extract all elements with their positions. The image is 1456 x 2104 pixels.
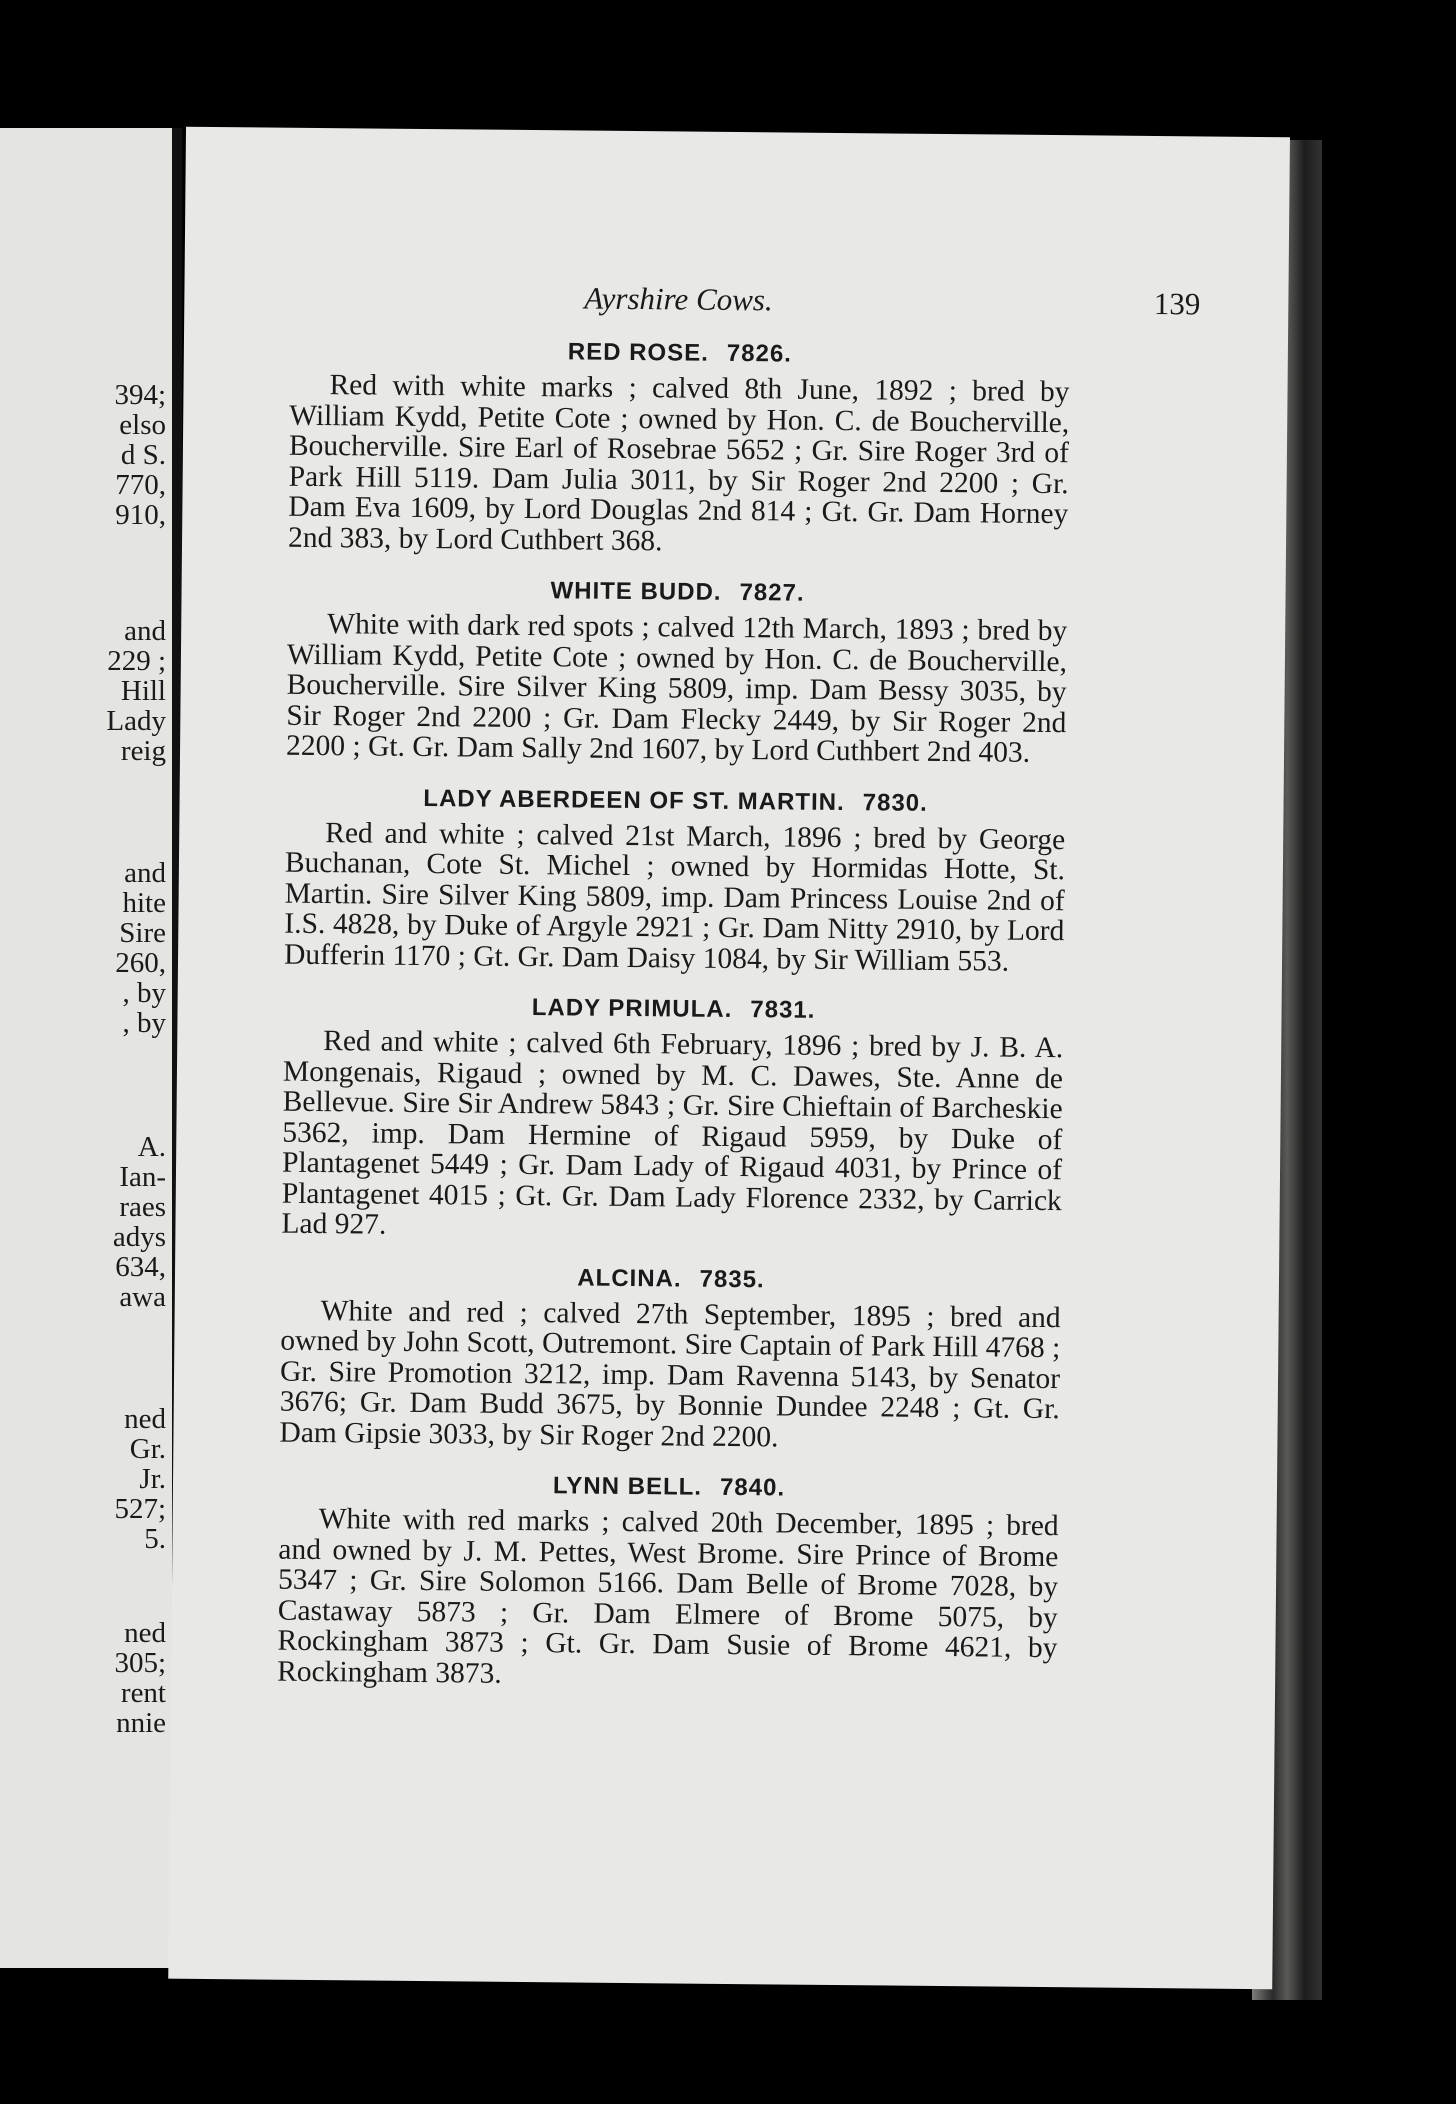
pedigree-entry xyxy=(288,336,1070,560)
facing-page-fragment xyxy=(0,128,172,1968)
running-title: Ayrshire Cows. xyxy=(584,280,773,318)
entry-number: 7835. xyxy=(699,1265,765,1293)
pedigree-entry xyxy=(284,783,1066,977)
fragment-line: raes xyxy=(119,1191,166,1223)
fragment-line: Hill xyxy=(120,675,166,707)
page-number: 139 xyxy=(1153,286,1201,322)
pedigree-entry xyxy=(277,1470,1059,1694)
book-page xyxy=(168,127,1290,1990)
entry-heading xyxy=(281,1261,1061,1296)
entry-heading xyxy=(279,1470,1059,1505)
entry-name: LADY PRIMULA. xyxy=(531,994,733,1023)
entry-number: 7830. xyxy=(862,788,928,817)
fragment-line: elso xyxy=(119,409,166,441)
entry-text: Red with white marks ; calved 8th June, 1892 ; bred by William Kydd, Petite Cote ; owned by Hon. C. de Boucherville, Boucherville. Sire Earl of Rosebrae 5652 ; Gr. Sire Roger 3rd of Park Hill 5119. Dam Julia 3011, by Sir Roger 2nd 2200 ; Gr. Dam Eva 1609, by Lord Douglas 2nd 814 ; Gt. Gr. Dam Horney 2nd 383, by Lord Cuthbert 368. xyxy=(287,369,1070,557)
fragment-line: 527; xyxy=(114,1493,166,1525)
fragment-line: 394; xyxy=(114,379,166,411)
fragment-line: , by xyxy=(122,977,166,1009)
fragment-line: ned xyxy=(124,1403,166,1435)
fragment-line: nnie xyxy=(116,1707,166,1739)
entry-number: 7826. xyxy=(726,339,793,368)
fragment-line: 634, xyxy=(115,1251,166,1283)
fragment-line: 305; xyxy=(114,1647,166,1679)
fragment-line: A. xyxy=(137,1131,166,1163)
entry-name: LYNN BELL. xyxy=(552,1472,703,1501)
fragment-line: Jr. xyxy=(139,1463,166,1495)
fragment-line: Sire xyxy=(119,917,166,949)
entry-number: 7827. xyxy=(739,579,805,607)
fragment-line: Gr. xyxy=(129,1433,166,1465)
fragment-line: 770, xyxy=(115,469,166,501)
fragment-line: hite xyxy=(122,887,166,919)
fragment-line: 229 ; xyxy=(107,645,166,677)
running-head xyxy=(284,278,1201,323)
entry-number: 7831. xyxy=(750,996,816,1024)
entry-text: White with red marks ; calved 20th December, 1895 ; bred and owned by J. M. Pettes, West Brome. Sire Prince of Brome 5347 ; Gr. Sire Solomon 5166. Dam Belle of Brome 7028, by Castaway 5873 ; Gr. Dam Elmere of Brome 5075, by Rockingham 3873 ; Gt. Gr. Dam Susie of Brome 4621, by Rockingham 3873. xyxy=(277,1503,1059,1690)
fragment-line: 5. xyxy=(144,1523,166,1555)
fragment-line: 910, xyxy=(115,499,166,531)
fragment-line: and xyxy=(124,615,166,647)
entry-number: 7840. xyxy=(719,1473,786,1502)
entry-name: RED ROSE. xyxy=(567,338,709,367)
entry-heading xyxy=(283,992,1063,1027)
entry-text: Red and white ; calved 6th February, 1896 ; bred by J. B. A. Mongenais, Rigaud ; owned by M. C. Dawes, Ste. Anne de Bellevue. Sire Sir Andrew 5843 ; Gr. Sire Chieftain of Barcheskie 5362, imp. Dam Hermine of Rigaud 5959, by Duke of Plantagenet 5449 ; Gr. Dam Lady of Rigaud 4031, by Prince of Plantagenet 4015 ; Gt. Gr. Dam Lady Florence 2332, by Carrick Lad 927. xyxy=(281,1025,1064,1241)
entry-name: WHITE BUDD. xyxy=(550,577,722,606)
pedigree-entry xyxy=(286,575,1068,769)
pedigree-entry xyxy=(279,1261,1061,1455)
fragment-line: d S. xyxy=(120,439,166,471)
entry-heading xyxy=(290,336,1070,371)
fragment-line: ned xyxy=(124,1617,166,1649)
fragment-line: reig xyxy=(120,735,166,767)
fragment-line: rent xyxy=(120,1677,166,1709)
entry-name: ALCINA. xyxy=(577,1264,682,1293)
fragment-line: 260, xyxy=(115,947,166,979)
entry-text: White and red ; calved 27th September, 1895 ; bred and owned by John Scott, Outremont. Sire Captain of Park Hill 4768 ; Gr. Sire Promotion 3212, imp. Dam Ravenna 5143, by Senator 3676; Gr. Dam Budd 3675, by Bonnie Dundee 2248 ; Gt. Gr. Dam Gipsie 3033, by Sir Roger 2nd 2200. xyxy=(279,1294,1061,1453)
fragment-line: awa xyxy=(119,1281,166,1313)
entry-text: Red and white ; calved 21st March, 1896 ; bred by George Buchanan, Cote St. Michel ; owned by Hormidas Hotte, St. Martin. Sire Silver King 5809, imp. Dam Princess Louise 2nd of I.S. 4828, by Duke of Argyle 2921 ; Gr. Dam Nitty 2910, by Lord Dufferin 1170 ; Gt. Gr. Dam Daisy 1084, by Sir William 553. xyxy=(283,816,1066,978)
pedigree-entry xyxy=(281,992,1063,1247)
entry-name: LADY ABERDEEN OF ST. MARTIN. xyxy=(423,784,845,816)
fragment-line: Ian- xyxy=(119,1161,166,1193)
fragment-line: Lady xyxy=(106,705,166,737)
pedigree-entries xyxy=(277,336,1070,1716)
fragment-line: adys xyxy=(112,1221,166,1253)
fragment-line: and xyxy=(124,857,166,889)
entry-heading xyxy=(285,783,1065,818)
fragment-line: , by xyxy=(122,1007,166,1039)
entry-text: White with dark red spots ; calved 12th March, 1893 ; bred by William Kydd, Petite Cote ; owned by Hon. C. de Boucherville, Boucherville. Sire Silver King 5809, imp. Dam Bessy 3035, by Sir Roger 2nd 2200 ; Gr. Dam Flecky 2449, by Sir Roger 2nd 2200 ; Gt. Gr. Dam Sally 2nd 1607, by Lord Cuthbert 2nd 403. xyxy=(285,608,1068,769)
entry-heading xyxy=(287,575,1067,610)
